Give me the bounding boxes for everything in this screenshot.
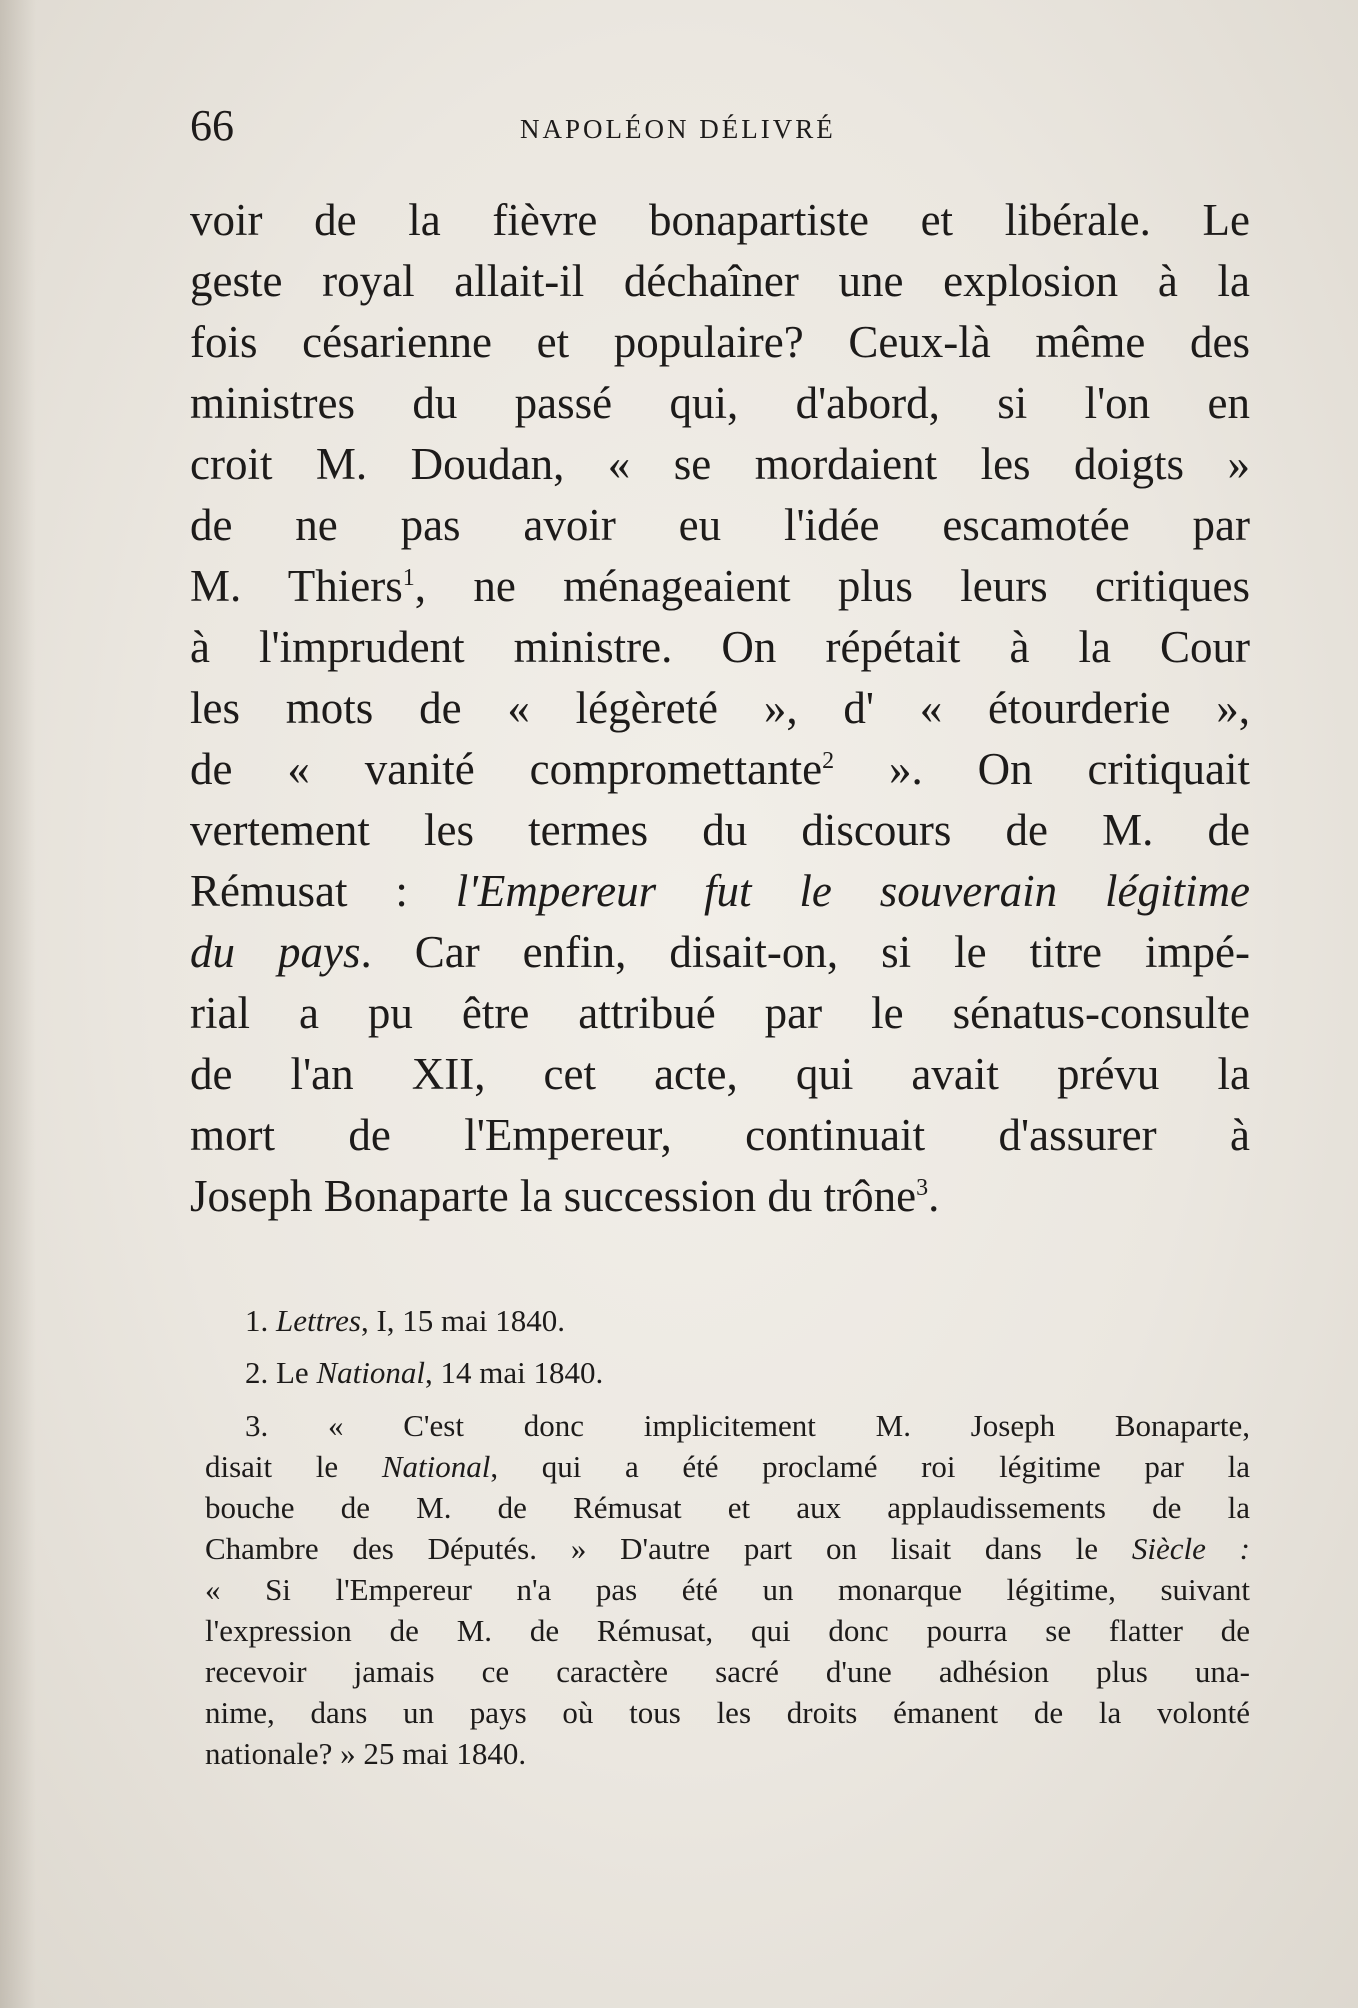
footnote-number: 1.	[245, 1303, 276, 1338]
footnote-number: 2. Le	[245, 1355, 317, 1390]
footnote-text: , 14 mai 1840.	[424, 1355, 604, 1390]
text-segment: .	[928, 1171, 940, 1221]
footnote-line: l'expression de M. de Rémusat, qui donc pourra se flatter de	[205, 1613, 1250, 1648]
text-line: à l'imprudent ministre. On répétait à la Cour	[190, 622, 1250, 672]
footnote-text: , qui a été proclamé roi légitime par la	[490, 1449, 1250, 1484]
text-line	[190, 556, 1250, 617]
text-segment: . Car enfin, disait-on, si le titre impé-	[360, 927, 1250, 977]
footnotes	[205, 1295, 1250, 1774]
text-line: geste royal allait-il déchaîner une explosion à la	[190, 256, 1250, 306]
text-line: fois césarienne et populaire? Ceux-là même des	[190, 317, 1250, 367]
footnote-text: disait le	[205, 1449, 382, 1484]
text-segment: ». On critiquait	[834, 744, 1250, 794]
text-segment: Rémusat :	[190, 866, 456, 916]
footnote-ref-3: 3	[916, 1175, 929, 1201]
footnote-text: , I, 15 mai 1840.	[360, 1303, 566, 1338]
footnote-line: 3. « C'est donc implicitement M. Joseph Bonaparte,	[245, 1408, 1250, 1443]
page-header	[190, 100, 1250, 160]
text-line: rial a pu être attribué par le sénatus-consulte	[190, 988, 1250, 1038]
footnote-text: Chambre des Députés. » D'autre part on lisait dans le	[205, 1531, 1132, 1566]
text-segment: de « vanité compromettante	[190, 744, 823, 794]
footnote-line: nime, dans un pays où tous les droits émanent de la volonté	[205, 1695, 1250, 1730]
footnote-ref-1: 1	[402, 565, 415, 591]
footnote-3	[205, 1405, 1250, 1774]
text-segment: M. Thiers	[190, 561, 403, 611]
text-line	[190, 739, 1250, 800]
text-line: les mots de « légèreté », d' « étourderie »,	[190, 683, 1250, 733]
main-text	[190, 190, 1250, 1227]
footnote-line: bouche de M. de Rémusat et aux applaudissements de la	[205, 1490, 1250, 1525]
footnote-title: National	[381, 1449, 491, 1484]
italic-quote: du pays	[190, 927, 361, 977]
footnote-line: nationale? » 25 mai 1840.	[205, 1736, 527, 1771]
text-line: vertement les termes du discours de M. de	[190, 805, 1250, 855]
text-line	[190, 861, 1250, 922]
footnote-1	[205, 1295, 1250, 1347]
text-line: de ne pas avoir eu l'idée escamotée par	[190, 500, 1250, 550]
text-line: de l'an XII, cet acte, qui avait prévu la	[190, 1049, 1250, 1099]
footnote-line	[205, 1528, 1250, 1569]
text-segment: , ne ménageaient plus leurs critiques	[414, 561, 1250, 611]
italic-quote: l'Empereur fut le souverain légitime	[455, 866, 1250, 916]
footnote-2	[205, 1347, 1250, 1399]
text-line	[190, 922, 1250, 983]
footnote-line: recevoir jamais ce caractère sacré d'une adhésion plus una-	[205, 1654, 1250, 1689]
text-segment: Joseph Bonaparte la succession du trône	[190, 1171, 917, 1221]
text-line: ministres du passé qui, d'abord, si l'on en	[190, 378, 1250, 428]
footnote-line: « Si l'Empereur n'a pas été un monarque légitime, suivant	[205, 1572, 1250, 1607]
footnote-ref-2: 2	[822, 748, 835, 774]
text-line: voir de la fièvre bonapartiste et libérale. Le	[190, 195, 1250, 245]
text-line: mort de l'Empereur, continuait d'assurer à	[190, 1110, 1250, 1160]
footnote-title: Lettres	[276, 1303, 361, 1338]
footnote-line	[205, 1446, 1250, 1487]
footnote-title: National	[316, 1355, 425, 1390]
text-line	[190, 1166, 1250, 1227]
page-edge-shadow	[0, 0, 36, 2008]
footnote-title: Siècle :	[1131, 1531, 1250, 1566]
running-head: NAPOLÉON DÉLIVRÉ	[520, 114, 836, 144]
page-number: 66	[190, 101, 234, 150]
text-line: croit M. Doudan, « se mordaient les doigts »	[190, 439, 1250, 489]
